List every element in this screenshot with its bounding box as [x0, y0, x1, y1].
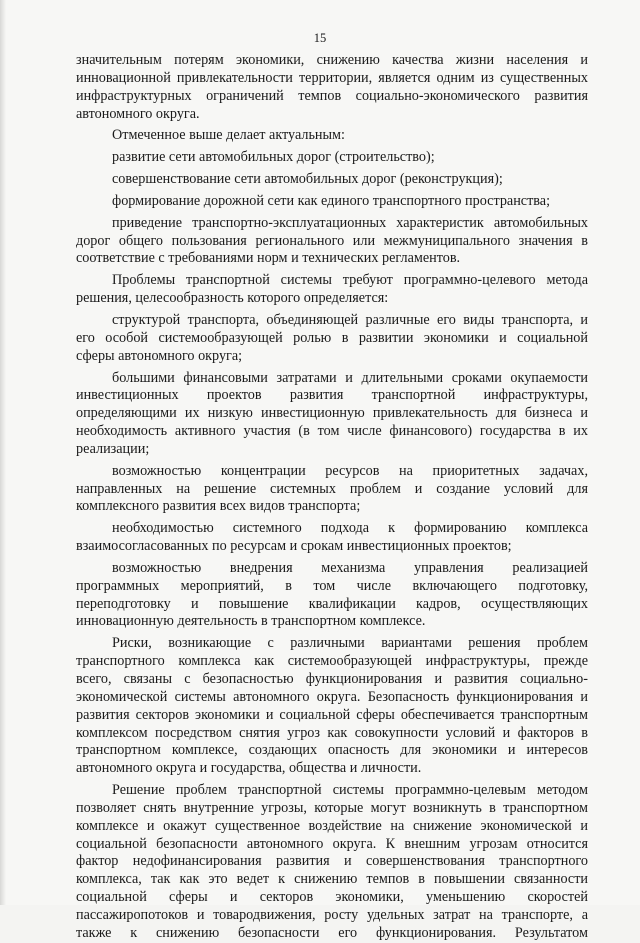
text-line: его особой системообразующей ролью в развитии экономики и социальной — [76, 329, 588, 346]
text-line: определяющими их низкую инвестиционную привлекательность для бизнеса и — [76, 405, 588, 422]
text-line: Отмеченное выше делает актуальным: — [112, 127, 345, 144]
scan-edge-shadow — [0, 0, 6, 905]
text-line: развития секторов экономики и социальной сферы обеспечивается транспортным — [76, 706, 588, 723]
text-line: значительным потерям экономики, снижению качества жизни населения и — [76, 52, 588, 68]
text-line: комплексе и окажут существенное воздействие на снижение экономической и — [76, 817, 588, 834]
text-line: инновационной привлекательности территории, является одним из существенных — [76, 69, 588, 86]
text-line: фактор недофинансирования развития и совершенствования транспортного — [76, 853, 588, 870]
text-line: всего, связаны с безопасностью функционирования и развития социально- — [76, 671, 588, 687]
text-line: структурой транспорта, объединяющей различные его виды транспорта, и — [112, 311, 588, 328]
text-line: дорог общего пользования регионального или межмуниципального значения в — [76, 232, 588, 249]
text-line: большими финансовыми затратами и длительными сроками окупаемости — [112, 369, 588, 386]
text-line: развитие сети автомобильных дорог (строительство); — [112, 149, 435, 166]
text-line: автономного округа и государства, общества и личности. — [76, 760, 422, 777]
text-line: комплексом посредством снятия угроз как совокупности условий и факторов в — [76, 724, 588, 741]
text-line: инновационную деятельность в транспортном комплексе. — [76, 613, 426, 630]
text-line: решения, целесообразность которого определяется: — [76, 290, 389, 307]
text-line: программных мероприятий, в том числе включающего подготовку, — [76, 577, 588, 594]
text-line: Риски, возникающие с различными вариантами решения проблем — [112, 635, 588, 652]
text-line: автономного округа. — [76, 105, 200, 122]
text-line: позволяет снять внутренние угрозы, которые могут возникнуть в транспортном — [76, 799, 588, 816]
text-line: возможностью внедрения механизма управления реализацией — [112, 559, 588, 576]
text-line: комплекса, так как это ведет к снижению темпов в повышении связанности — [76, 871, 588, 888]
text-line: транспортного комплекса как системообразующей инфраструктуры, прежде — [76, 653, 588, 670]
text-line: Проблемы транспортной системы требуют программно-целевого метода — [112, 272, 588, 289]
text-line: направленных на решение системных проблем и создание условий для — [76, 480, 588, 497]
text-line: необходимостью системного подхода к формированию комплекса — [112, 520, 588, 537]
text-line: сферы автономного округа; — [76, 347, 243, 364]
text-line: социальной сферы и секторов экономики, уменьшению скоростей — [76, 889, 588, 906]
text-line: формирование дорожной сети как единого транспортного пространства; — [112, 192, 551, 209]
text-line: реализации; — [76, 440, 150, 457]
text-line: возможностью концентрации ресурсов на приоритетных задачах, — [112, 462, 588, 479]
text-line: совершенствование сети автомобильных дорог (реконструкция); — [112, 171, 503, 188]
text-line: соответствие с требованиями норм и технических регламентов. — [76, 250, 461, 267]
text-line: инфраструктурных ограничений темпов социально-экономического развития — [76, 87, 588, 104]
text-line: пассажиропотоков и товародвижения, росту удельных затрат на транспорте, а — [76, 906, 588, 923]
page-number: 15 — [313, 31, 327, 45]
text-line: инвестиционных проектов развития транспортной инфраструктуры, — [76, 387, 588, 404]
text-line: необходимость активного участия (в том числе финансового) государства в их — [76, 423, 588, 440]
text-line: Решение проблем транспортной системы программно-целевым методом — [112, 782, 588, 799]
text-line: экономической системы автономного округа. Безопасность функционирования и — [76, 688, 588, 705]
body-text — [76, 52, 588, 943]
text-line: социальной безопасности автономного округа. К внешним угрозам относится — [76, 835, 588, 852]
text-line: комплексного развития всех видов транспорта; — [76, 498, 361, 515]
text-line: также к снижению безопасности его функционирования. Результатом — [76, 924, 588, 941]
text-line: взаимосогласованных по ресурсам и срокам инвестиционных проектов; — [76, 538, 512, 555]
text-line: переподготовку и повышение квалификации кадров, осуществляющих — [76, 595, 588, 612]
text-line: транспортном комплексе, создающих опасность для экономики и интересов — [76, 742, 588, 759]
text-line: приведение транспортно-эксплуатационных характеристик автомобильных — [112, 214, 588, 231]
